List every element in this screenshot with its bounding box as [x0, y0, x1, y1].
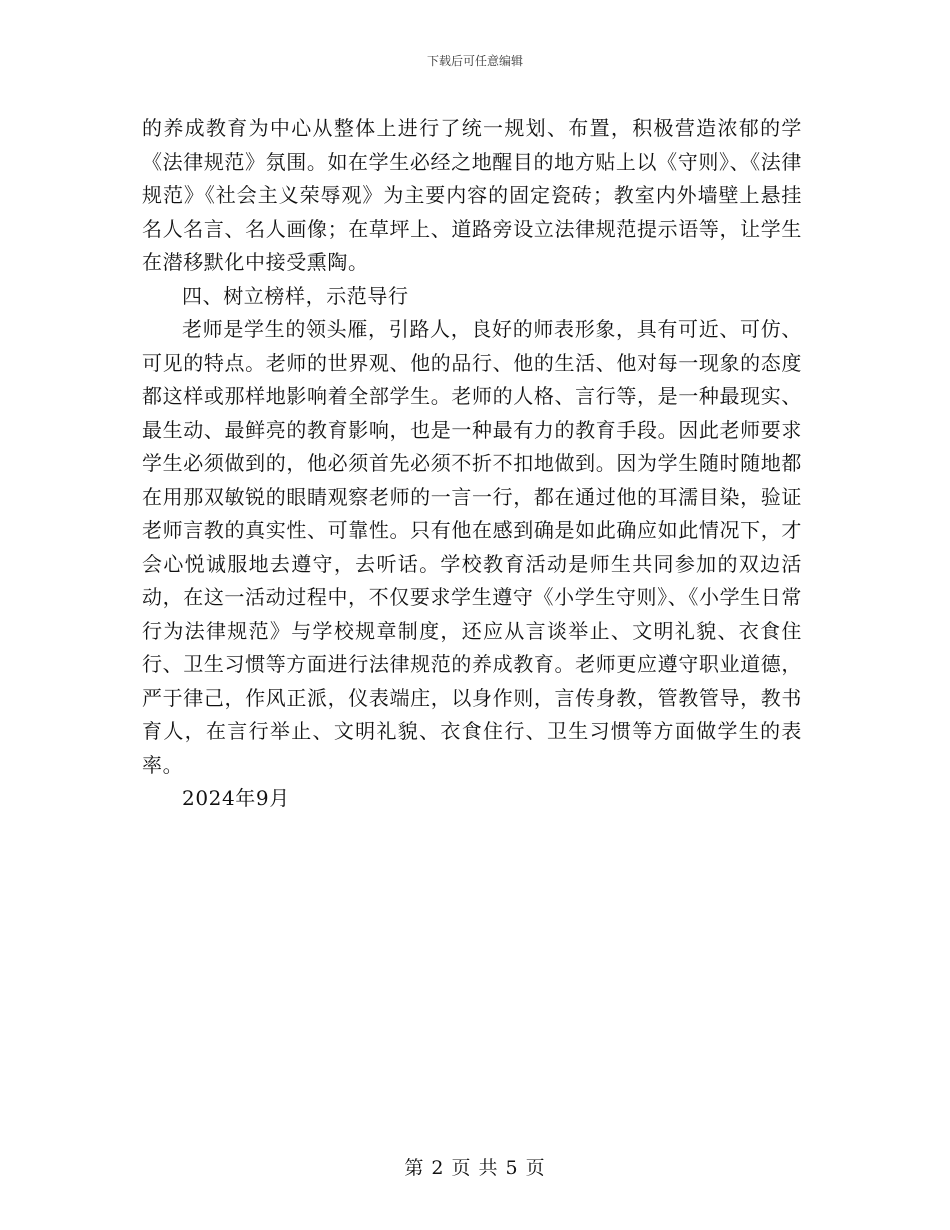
- document-body: [142, 112, 802, 816]
- document-date: 2024年9月: [182, 786, 290, 810]
- paragraph-continued: 的养成教育为中心从整体上进行了统一规划、布置，积极营造浓郁的学《法律规范》氛围。如在学生必经之地醒目的地方贴上以《守则》、《法律规范》《社会主义荣辱观》为主要内容的固定瓷砖；教室内外墙壁上悬挂名人名言、名人画像；在草坪上、道路旁设立法律规范提示语等，让学生在潜移默化中接受熏陶。: [142, 116, 802, 274]
- page-number-footer: 第 2 页 共 5 页: [404, 1157, 546, 1179]
- paragraph-teacher-role: 老师是学生的领头雁，引路人，良好的师表形象，具有可近、可仿、可见的特点。老师的世界观、他的品行、他的生活、他对每一现象的态度都这样或那样地影响着全部学生。老师的人格、言行等，是一种最现实、最生动、最鲜亮的教育影响，也是一种最有力的教育手段。因此老师要求学生必须做到的，他必须首先必须不折不扣地做到。因为学生随时随地都在用那双敏锐的眼睛观察老师的一言一行，都在通过他的耳濡目染，验证老师言教的真实性、可靠性。只有他在感到确是如此确应如此情况下，才会心悦诚服地去遵守，去听话。学校教育活动是师生共同参加的双边活动，在这一活动过程中，不仅要求学生遵守《小学生守则》、《小学生日常行为法律规范》与学校规章制度，还应从言谈举止、文明礼貌、衣食住行、卫生习惯等方面进行法律规范的养成教育。老师更应遵守职业道德，严于律己，作风正派，仪表端庄，以身作则，言传身教，管教管导，教书育人，在言行举止、文明礼貌、衣食住行、卫生习惯等方面做学生的表率。: [142, 317, 802, 777]
- section-heading: 四、树立榜样，示范导行: [182, 283, 409, 308]
- header-note: 下载后可任意编辑: [426, 54, 523, 68]
